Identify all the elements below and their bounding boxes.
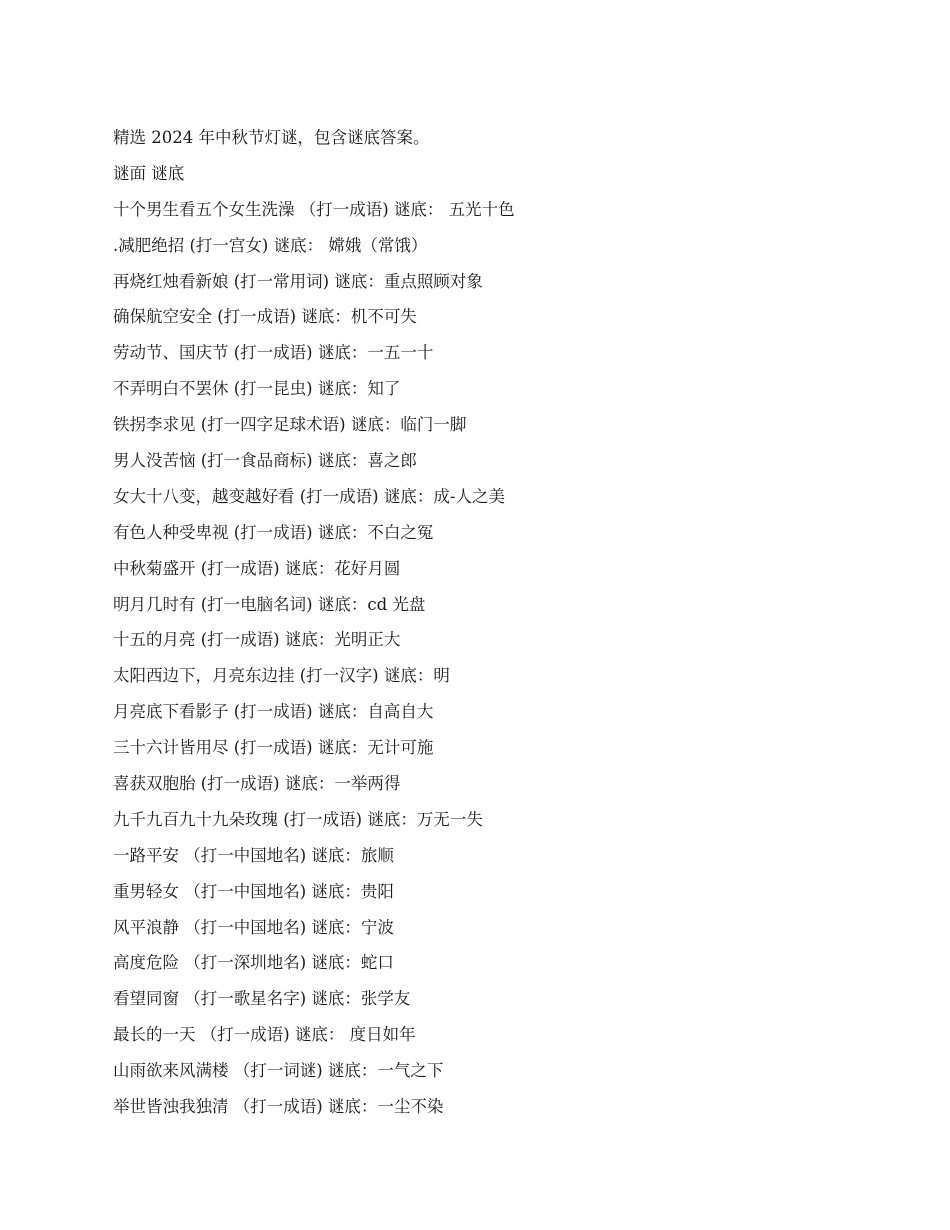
- riddle-line: 十五的月亮 (打一成语) 谜底：光明正大: [113, 630, 401, 650]
- riddle-line: 铁拐李求见 (打一四字足球术语) 谜底：临门一脚: [113, 415, 467, 435]
- riddle-line: 看望同窗 （打一歌星名字) 谜底：张学友: [113, 989, 411, 1009]
- riddle-line: 三十六计皆用尽 (打一成语) 谜底：无计可施: [113, 738, 434, 758]
- riddle-line: 风平浪静 （打一中国地名) 谜底：宁波: [113, 917, 394, 937]
- riddle-list: [113, 197, 913, 1130]
- riddle-line: 十个男生看五个女生洗澡 （打一成语) 谜底： 五光十色: [113, 199, 515, 219]
- riddle-line: 明月几时有 (打一电脑名词) 谜底：cd 光盘: [113, 594, 426, 614]
- intro-text: 精选 2024 年中秋节灯谜，包含谜底答案。: [113, 128, 430, 147]
- riddle-line: 确保航空安全 (打一成语) 谜底：机不可失: [113, 307, 417, 327]
- riddle-line: 再烧红烛看新娘 (打一常用词) 谜底：重点照顾对象: [113, 271, 483, 291]
- riddle-line: 男人没苦恼 (打一食品商标) 谜底：喜之郎: [113, 451, 417, 471]
- riddle-line: 有色人种受卑视 (打一成语) 谜底：不白之冤: [113, 522, 434, 542]
- riddle-line: 月亮底下看影子 (打一成语) 谜底：自高自大: [113, 702, 434, 722]
- document-page: [113, 125, 913, 1130]
- riddle-line: 劳动节、国庆节 (打一成语) 谜底：一五一十: [113, 343, 434, 363]
- riddle-line: 山雨欲来风满楼 （打一词谜) 谜底：一气之下: [113, 1061, 444, 1081]
- riddle-line: 九千九百九十九朵玫瑰 (打一成语) 谜底：万无一失: [113, 809, 483, 829]
- riddle-line: 重男轻女 （打一中国地名) 谜底：贵阳: [113, 881, 394, 901]
- riddle-line: 举世皆浊我独清 （打一成语) 谜底：一尘不染: [113, 1097, 444, 1117]
- riddle-line: 中秋菊盛开 (打一成语) 谜底：花好月圆: [113, 558, 401, 578]
- riddle-line: 喜获双胞胎 (打一成语) 谜底：一举两得: [113, 774, 401, 794]
- riddle-line: 不弄明白不罢休 (打一昆虫) 谜底：知了: [113, 379, 401, 399]
- riddle-line: .减肥绝招 (打一宫女) 谜底： 嫦娥（常饿）: [113, 235, 428, 255]
- column-header: 谜面 谜底: [113, 163, 185, 183]
- riddle-line: 太阳西边下，月亮东边挂 (打一汉字) 谜底：明: [113, 666, 450, 686]
- riddle-line: 一路平安 （打一中国地名) 谜底：旅顺: [113, 845, 394, 865]
- riddle-line: 女大十八变，越变越好看 (打一成语) 谜底：成-人之美: [113, 486, 505, 506]
- riddle-line: 高度危险 （打一深圳地名) 谜底：蛇口: [113, 953, 394, 973]
- riddle-line: 最长的一天 （打一成语) 谜底： 度日如年: [113, 1025, 416, 1045]
